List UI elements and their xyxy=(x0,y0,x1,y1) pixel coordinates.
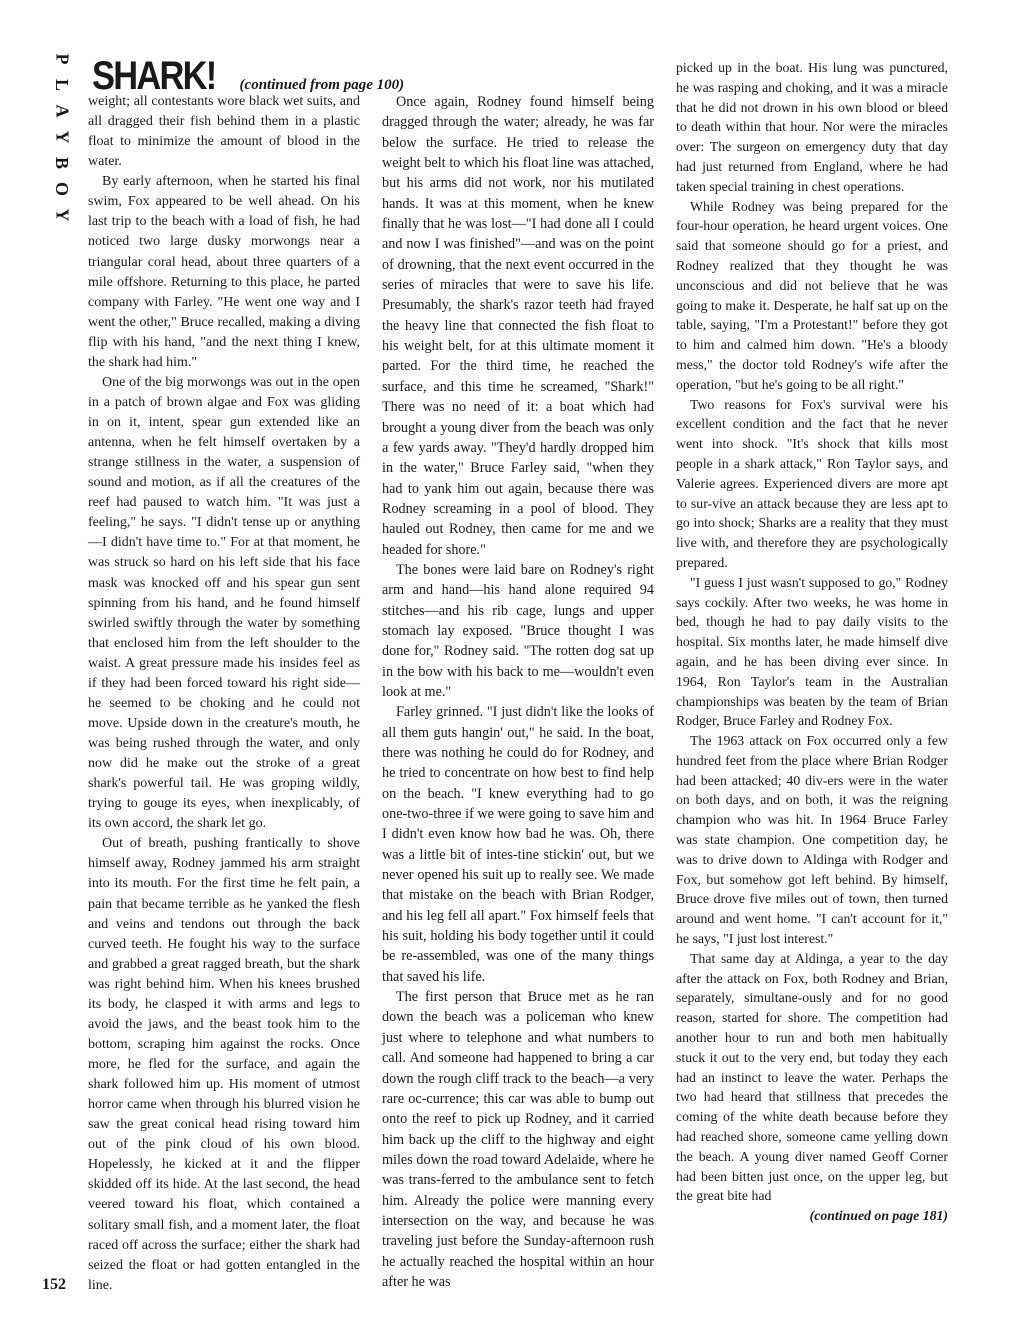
masthead-letter: A xyxy=(52,104,72,118)
continued-from-note: (continued from page 100) xyxy=(239,77,405,93)
paragraph: Farley grinned. "I just didn't like the looks of all them guts hangin' out," he said. In the boat, there was nothing he could do for Rodney, and he tried to concentrate on how best to find help on the beach. "I knew everything had to go one-two-three if we were going to save him and I didn't even know how bad he was. Oh, there was a little bit of intes-tine stickin' out, but we never opened his suit up to really see. We made that mistake on the beach with Brian Rodger, and his leg fell all apart." Fox himself feels that his suit, holding his body together until it could be re-assembled, was one of the many things that saved his life. xyxy=(382,704,654,985)
paragraph: picked up in the boat. His lung was punctured, he was rasping and choking, and it was a miracle that he did not drown in his own blood or bleed to death within that hour. Nor were the miracles over: The surgeon on emergency duty that day had just returned from England, where he had taken special training in chest operations. xyxy=(676,60,948,194)
paragraph: "I guess I just wasn't supposed to go," Rodney says cockily. After two weeks, he was home in bed, though he had to pay daily visits to the hospital. Six months later, he made himself dive again, and he has been diving ever since. In 1964, Ron Taylor's team in the Australian championships was beaten by the team of Brian Rodger, Bruce Farley and Rodney Fox. xyxy=(676,574,948,729)
text-column-1 xyxy=(88,92,360,1296)
masthead-letter: O xyxy=(51,181,72,197)
playboy-masthead xyxy=(48,46,76,228)
paragraph: Out of breath, pushing frantically to shove himself away, Rodney jammed his arm straight into its mouth. For the first time he felt pain, a pain that became terrible as he yanked the flesh and veins and tendons out through the back curved teeth. He fought his way to the surface and grabbed a great ragged breath, but the shark was right behind him. When his knees brushed its body, he clasped it with arms and legs to avoid the jaws, and the beast took him to the bottom, scraping him against the rocks. Once more, he fled for the surface, and again the shark followed him up. His moment of utmost horror came when through his blurred vision he saw the great conical head rising toward him out of the pink cloud of his own blood. Hopelessly, he kicked at it and the flipper skidded off its hide. At the last second, the head veered toward his float, which contained a solitary small fish, and a moment later, the float raced off across the surface; either the shark had seized the float or had gotten entangled in the line. xyxy=(88,836,360,1293)
page-number: 152 xyxy=(42,1276,66,1293)
masthead-letter: Y xyxy=(52,130,72,144)
paragraph: The 1963 attack on Fox occurred only a few hundred feet from the place where Brian Rodger had been attacked; 40 div-ers were in the water on both days, and on both, it was the reigning champion who was hit. In 1964 Bruce Farley was state champion. One competition day, he was to drive down to Aldinga with Rodger and Fox, but somehow got left behind. By himself, Bruce drove five miles out of town, then turned around and went home. "I can't account for it," he says, "I just lost interest." xyxy=(676,733,948,947)
paragraph: weight; all contestants wore black wet suits, and all dragged their fish behind them in a plastic float to minimize the amount of blood in the water. xyxy=(88,94,360,170)
paragraph: Once again, Rodney found himself being dragged through the water; already, he was far below the surface. He tried to release the weight belt to which his float line was attached, but his arms did not work, nor his mutilated hands. It was at this moment, when he knew finally that he was lost—"I had done all I could and now I was finished"—and was on the point of drowning, that the next event occurred in the series of miracles that were to save his life. Presumably, the shark's razor teeth had frayed the heavy line that connected the fish float to his weight belt, for at this ultimate moment it parted. For the third time, he reached the surface, and this time he screamed, "Shark!" There was no need of it: a boat which had brought a young diver from the beach was only a few yards away. "They'd hardly dropped him in the water," Bruce Farley said, "when they had to yank him out again, because there was Rodney screaming in a pool of blood. They hauled out Rodney, then came for me and we headed for shore." xyxy=(382,94,654,558)
article-header xyxy=(92,52,404,96)
masthead-letter: Y xyxy=(52,208,72,222)
continued-on-note: (continued on page 181) xyxy=(809,1208,948,1224)
text-column-3 xyxy=(676,58,948,1226)
masthead-letter: L xyxy=(51,78,72,92)
masthead-letter: B xyxy=(51,156,72,170)
paragraph: That same day at Aldinga, a year to the day after the attack on Fox, both Rodney and Brian, separately, simultane-ously and for no good reason, started for shore. The competition had another hour to run and both men habitually stuck it out to the very end, but today they each had an instinct to leave the water. Perhaps the two had heard that stillness that precedes the coming of the white death because before they had reached shore, someone came yelling down the beach. A young diver named Geoff Corner had been bitten just once, on the upper leg, but the great bite had xyxy=(676,950,948,1204)
paragraph: The first person that Bruce met as he ran down the beach was a policeman who knew just where to telephone and what numbers to call. And someone had happened to bring a car down the rough cliff track to the beach—a very rare oc-currence; this car was able to bump out onto the reef to pick up Rodney, and it carried him back up the cliff to the highway and eight miles down the road toward Adelaide, where he was trans-ferred to the ambulance sent to fetch him. Already the police were manning every intersection on the way, and because he was traveling just before the Sunday-afternoon rush he actually reached the hospital within an hour after he was xyxy=(382,989,654,1290)
paragraph: While Rodney was being prepared for the four-hour operation, he heard urgent voices. One said that someone should go for a priest, and Rodney realized that they thought he was unconscious and did not believe that he was going to make it. Desperate, he half sat up on the table, saying, "I'm a Protestant!" before they got to him and calmed him down. "He's a bloody mess," the doctor told Rodney's wife after the operation, "but he's going to be all right." xyxy=(676,198,948,392)
paragraph: One of the big morwongs was out in the open in a patch of brown algae and Fox was gliding in on it, intent, spear gun extended like an antenna, when he felt himself overtaken by a strange stillness in the water, a suspension of sound and motion, as if all the creatures of the reef had paused to watch him. "It was just a feeling," he says. "I didn't tense up or anything—I didn't have time to." For at that moment, he was struck so hard on his left side that his face mask was knocked off and his spear gun sent spinning from his hand, and he found himself swirled swiftly through the water by something that enclosed him from the left shoulder to the waist. A great pressure made his insides feel as if they had been forced toward his right side—he seemed to be choking and he could not move. Upside down in the creature's mouth, he was being rushed through the water, and only now did he make out the stroke of a great shark's powerful tail. He was groping wildly, trying to gouge its eyes, when inexplicably, of its own accord, the shark let go. xyxy=(88,374,360,832)
masthead-letter: P xyxy=(52,53,72,65)
paragraph: By early afternoon, when he started his final swim, Fox appeared to be well ahead. On his last trip to the beach with a load of fish, he had noticed two large dusky morwongs near a triangular coral head, about three quarters of a mile offshore. Returning to this place, he parted company with Farley. "He went one way and I went the other," Bruce recalled, making a diving flip with his hand, "and the next thing I knew, the shark had him." xyxy=(88,174,360,370)
paragraph: The bones were laid bare on Rodney's right arm and hand—his hand alone required 94 stitches—and his rib cage, lungs and upper stomach lay exposed. "Bruce thought I was done for," Rodney said. "The rotten dog sat up in the bow with his back to me—wouldn't even look at me." xyxy=(382,561,654,700)
article-title: SHARK! xyxy=(92,54,216,98)
text-column-2 xyxy=(382,92,654,1292)
paragraph: Two reasons for Fox's survival were his excellent condition and the fact that he never went into shock. "It's shock that kills most people in a shark attack," Ron Taylor says, and Valerie agrees. Experienced divers are more apt to sur-vive an attack because they are less apt to go into shock; Sharks are a reality that they must live with, and therefore they are psychologically prepared. xyxy=(676,396,948,570)
